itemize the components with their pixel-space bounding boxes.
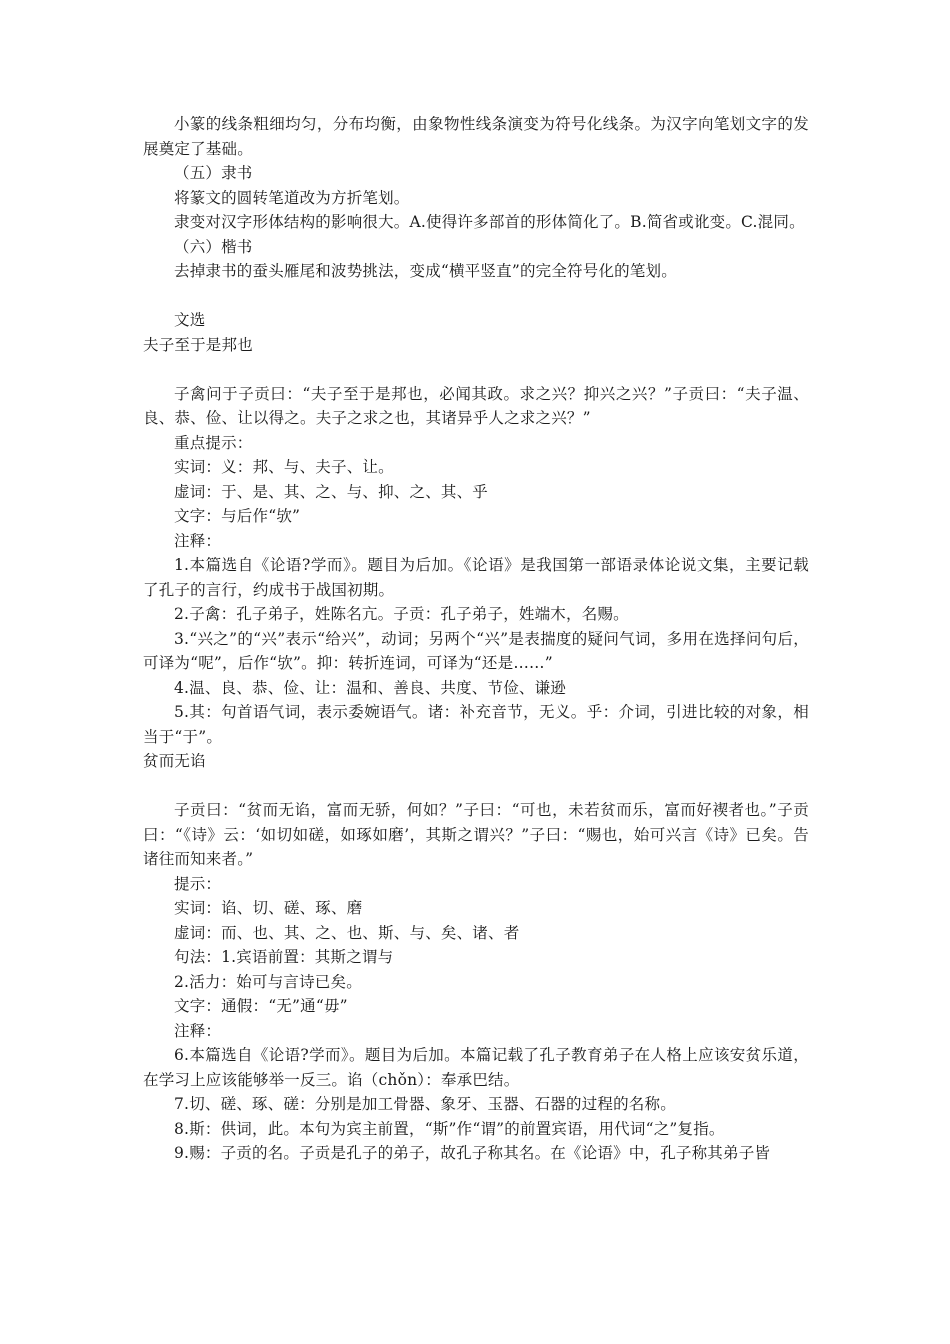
note-1: 1.本篇选自《论语?学而》。题目为后加。《论语》是我国第一部语录体论说文集，主要记载了孔子的言行，约成书于战国初期。: [143, 556, 809, 599]
syntax-2: 2.活力：始可与言诗已矣。: [174, 972, 362, 991]
paragraph-kaishu: 去掉隶书的蚕头雁尾和波势挑法，变成“横平竖直”的完全符号化的笔划。: [174, 262, 677, 280]
spacer: [143, 284, 809, 309]
paragraph-xiaozhuan: 小篆的线条粗细均匀，分布均衡，由象物性线条演变为符号化线条。为汉字向笔划文字的发展奠定了基础。: [143, 115, 809, 158]
label-notes-2: 注释：: [174, 1021, 222, 1040]
document-page: [143, 112, 809, 1166]
label-key-points: 重点提示：: [174, 433, 253, 452]
heading-lishu: （五）隶书: [174, 164, 253, 182]
note-4: 4.温、良、恭、俭、让：温和、善良、共度、节俭、谦逊: [174, 678, 566, 697]
spacer: [143, 774, 809, 799]
label-hints: 提示：: [174, 874, 222, 893]
content-words-1: 实词：义：邦、与、夫子、让。: [174, 458, 394, 476]
syntax-1: 句法：1.宾语前置：其斯之谓与: [174, 948, 394, 966]
note-8: 8.斯：供词，此。本句为宾主前置，“斯”作“谓”的前置宾语，用代词“之”复指。: [174, 1119, 725, 1138]
function-words-2: 虚词：而、也、其、之、也、斯、与、矣、诸、者: [174, 923, 520, 942]
note-5: 5.其：句首语气词，表示委婉语气。诸：补充音节，无义。乎：介词，引进比较的对象，相当于“于”。: [143, 703, 809, 746]
section-title-pin: 贫而无谄: [143, 752, 206, 770]
function-words-1: 虚词：于、是、其、之、与、抑、之、其、乎: [174, 482, 489, 501]
passage-pin: 子贡曰：“贫而无谄，富而无骄，何如？”子曰：“可也，未若贫而乐，富而好禊者也。”子贡曰：“《诗》云：‘如切如磋，如琢如磨’，其斯之谓兴？”子曰：“赐也，始可兴言《诗》已矣。告诸往而知来者。”: [143, 801, 809, 868]
paragraph-lishu-1: 将篆文的圆转笔道改为方折笔划。: [174, 188, 410, 207]
spacer: [143, 357, 809, 382]
note-7: 7.切、磋、琢、磋：分别是加工骨器、象牙、玉器、石器的过程的名称。: [174, 1095, 676, 1113]
character-note-1: 文字：与后作“欤”: [174, 507, 301, 525]
paragraph-lishu-2: 隶变对汉字形体结构的影响很大。A.使得许多部首的形体简化了。B.简省或讹变。C.混同。: [174, 213, 805, 231]
content-words-2: 实词：谄、切、磋、琢、磨: [174, 899, 363, 917]
label-notes-1: 注释：: [174, 531, 222, 550]
note-6: 6.本篇选自《论语?学而》。题目为后加。本篇记载了孔子教育弟子在人格上应该安贫乐道，在学习上应该能够举一反三。谄（chǒn）：奉承巴结。: [143, 1046, 809, 1089]
heading-wenxuan: 文选: [174, 311, 206, 329]
note-9: 9.赐：子贡的名。子贡是孔子的弟子，故孔子称其名。在《论语》中，孔子称其弟子皆: [174, 1144, 771, 1162]
note-2: 2.子禽：孔子弟子，姓陈名亢。子贡：孔子弟子，姓端木，名赐。: [174, 605, 629, 623]
note-3: 3.“兴之”的“兴”表示“给兴”，动词；另两个“兴”是表揣度的疑问气词，多用在选择问句后，可译为“呢”，后作“欤”。抑：转折连词，可译为“还是……”: [143, 629, 809, 672]
section-title-fuzi: 夫子至于是邦也: [143, 335, 253, 354]
character-note-2: 文字：通假：“无”通“毋”: [174, 997, 348, 1015]
passage-fuzi: 子禽问于子贡曰：“夫子至于是邦也，必闻其政。求之兴？抑兴之兴？”子贡曰：“夫子温、良、恭、俭、让以得之。夫子之求之也，其诸异乎人之求之兴？”: [143, 384, 809, 427]
heading-kaishu: （六）楷书: [174, 237, 253, 256]
